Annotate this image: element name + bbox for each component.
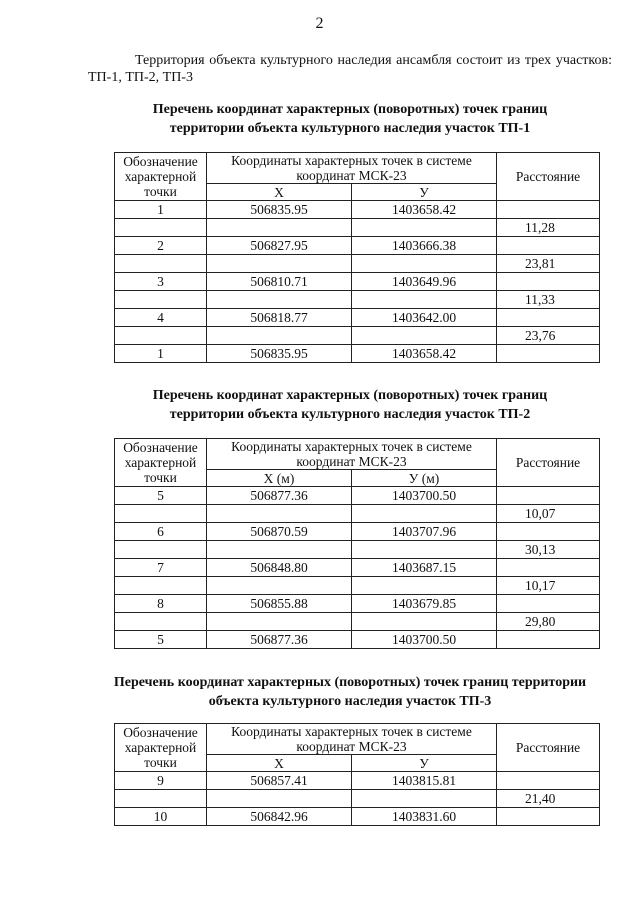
header-y: У <box>352 184 497 201</box>
point-row <box>115 631 600 649</box>
x-cell: 506877.36 <box>207 487 352 505</box>
point-row <box>115 523 600 541</box>
distance-cell <box>497 523 600 541</box>
header-x: Х (м) <box>207 470 352 487</box>
point-cell: 7 <box>115 559 207 577</box>
distance-row <box>115 613 600 631</box>
distance-cell: 29,80 <box>497 613 600 631</box>
y-cell <box>352 255 497 273</box>
x-cell: 506848.80 <box>207 559 352 577</box>
distance-cell <box>497 595 600 613</box>
x-cell: 506842.96 <box>207 808 352 826</box>
point-cell <box>115 255 207 273</box>
point-row <box>115 772 600 790</box>
x-cell <box>207 505 352 523</box>
distance-cell <box>497 345 600 363</box>
point-row <box>115 595 600 613</box>
y-cell: 1403831.60 <box>352 808 497 826</box>
y-cell: 1403700.50 <box>352 487 497 505</box>
point-row <box>115 487 600 505</box>
y-cell: 1403642.00 <box>352 309 497 327</box>
y-cell <box>352 613 497 631</box>
distance-cell: 21,40 <box>497 790 600 808</box>
x-cell <box>207 577 352 595</box>
section-title-line2: объекта культурного наследия участок ТП-3 <box>208 694 492 709</box>
section-title-line1: Перечень координат характерных (поворотных) точек границ <box>152 388 548 403</box>
section-title-tp2 <box>60 386 639 424</box>
distance-cell <box>497 559 600 577</box>
section-title-tp1 <box>60 100 639 138</box>
point-row <box>115 345 600 363</box>
point-cell: 9 <box>115 772 207 790</box>
x-cell: 506835.95 <box>207 201 352 219</box>
point-cell: 10 <box>115 808 207 826</box>
section-title-tp3 <box>50 673 639 711</box>
point-row <box>115 237 600 255</box>
header-coordinates: Координаты характерных точек в системе координат МСК-23 <box>207 439 497 470</box>
x-cell: 506810.71 <box>207 273 352 291</box>
header-x: Х <box>207 184 352 201</box>
x-cell <box>207 291 352 309</box>
intro-paragraph: Территория объекта культурного наследия ансамбля состоит из трех участков: ТП-1, ТП-2, ТП-3 <box>88 53 612 85</box>
y-cell: 1403649.96 <box>352 273 497 291</box>
x-cell <box>207 613 352 631</box>
y-cell <box>352 327 497 345</box>
distance-cell: 11,28 <box>497 219 600 237</box>
x-cell <box>207 541 352 559</box>
point-cell: 1 <box>115 345 207 363</box>
x-cell: 506855.88 <box>207 595 352 613</box>
x-cell: 506818.77 <box>207 309 352 327</box>
y-cell <box>352 291 497 309</box>
point-row <box>115 808 600 826</box>
header-distance: Расстояние <box>497 153 600 201</box>
coords-table-tp3 <box>114 723 600 826</box>
point-cell <box>115 613 207 631</box>
x-cell: 506827.95 <box>207 237 352 255</box>
distance-row <box>115 291 600 309</box>
point-cell: 6 <box>115 523 207 541</box>
y-cell <box>352 219 497 237</box>
header-distance: Расстояние <box>497 724 600 772</box>
distance-cell: 30,13 <box>497 541 600 559</box>
distance-cell <box>497 772 600 790</box>
distance-row <box>115 255 600 273</box>
distance-cell <box>497 631 600 649</box>
distance-row <box>115 505 600 523</box>
y-cell: 1403700.50 <box>352 631 497 649</box>
point-row <box>115 273 600 291</box>
header-y: У (м) <box>352 470 497 487</box>
point-cell <box>115 505 207 523</box>
y-cell: 1403687.15 <box>352 559 497 577</box>
y-cell: 1403679.85 <box>352 595 497 613</box>
y-cell <box>352 790 497 808</box>
distance-cell: 23,76 <box>497 327 600 345</box>
distance-cell <box>497 487 600 505</box>
x-cell <box>207 255 352 273</box>
point-cell <box>115 541 207 559</box>
x-cell: 506835.95 <box>207 345 352 363</box>
header-point: Обозначение характерной точки <box>115 439 207 487</box>
distance-cell <box>497 273 600 291</box>
y-cell <box>352 541 497 559</box>
point-cell <box>115 327 207 345</box>
distance-row <box>115 577 600 595</box>
point-cell <box>115 219 207 237</box>
distance-cell <box>497 201 600 219</box>
y-cell: 1403815.81 <box>352 772 497 790</box>
header-x: Х <box>207 755 352 772</box>
y-cell <box>352 505 497 523</box>
point-cell: 4 <box>115 309 207 327</box>
point-cell: 8 <box>115 595 207 613</box>
distance-row <box>115 327 600 345</box>
distance-cell <box>497 237 600 255</box>
point-row <box>115 309 600 327</box>
section-title-line1: Перечень координат характерных (поворотных) точек границ <box>152 102 548 117</box>
point-cell: 2 <box>115 237 207 255</box>
header-point: Обозначение характерной точки <box>115 724 207 772</box>
point-cell: 1 <box>115 201 207 219</box>
x-cell: 506870.59 <box>207 523 352 541</box>
y-cell: 1403658.42 <box>352 345 497 363</box>
coords-table-tp2 <box>114 438 600 649</box>
distance-cell: 11,33 <box>497 291 600 309</box>
x-cell: 506857.41 <box>207 772 352 790</box>
point-cell <box>115 790 207 808</box>
header-coordinates: Координаты характерных точек в системе координат МСК-23 <box>207 724 497 755</box>
coords-table-tp1 <box>114 152 600 363</box>
header-coordinates: Координаты характерных точек в системе координат МСК-23 <box>207 153 497 184</box>
point-cell <box>115 577 207 595</box>
distance-cell: 23,81 <box>497 255 600 273</box>
header-y: У <box>352 755 497 772</box>
y-cell: 1403666.38 <box>352 237 497 255</box>
distance-cell: 10,17 <box>497 577 600 595</box>
y-cell <box>352 577 497 595</box>
distance-row <box>115 219 600 237</box>
x-cell <box>207 790 352 808</box>
y-cell: 1403707.96 <box>352 523 497 541</box>
page-number: 2 <box>315 15 324 32</box>
point-cell: 3 <box>115 273 207 291</box>
distance-row <box>115 790 600 808</box>
header-point: Обозначение характерной точки <box>115 153 207 201</box>
x-cell <box>207 327 352 345</box>
distance-cell: 10,07 <box>497 505 600 523</box>
distance-cell <box>497 309 600 327</box>
section-title-line2: территории объекта культурного наследия участок ТП-2 <box>169 407 531 422</box>
point-row <box>115 201 600 219</box>
header-distance: Расстояние <box>497 439 600 487</box>
point-cell: 5 <box>115 631 207 649</box>
point-cell <box>115 291 207 309</box>
section-title-line1: Перечень координат характерных (поворотных) точек границ территории <box>113 675 587 690</box>
section-title-line2: территории объекта культурного наследия участок ТП-1 <box>169 121 531 136</box>
point-row <box>115 559 600 577</box>
point-cell: 5 <box>115 487 207 505</box>
x-cell <box>207 219 352 237</box>
y-cell: 1403658.42 <box>352 201 497 219</box>
distance-row <box>115 541 600 559</box>
x-cell: 506877.36 <box>207 631 352 649</box>
distance-cell <box>497 808 600 826</box>
